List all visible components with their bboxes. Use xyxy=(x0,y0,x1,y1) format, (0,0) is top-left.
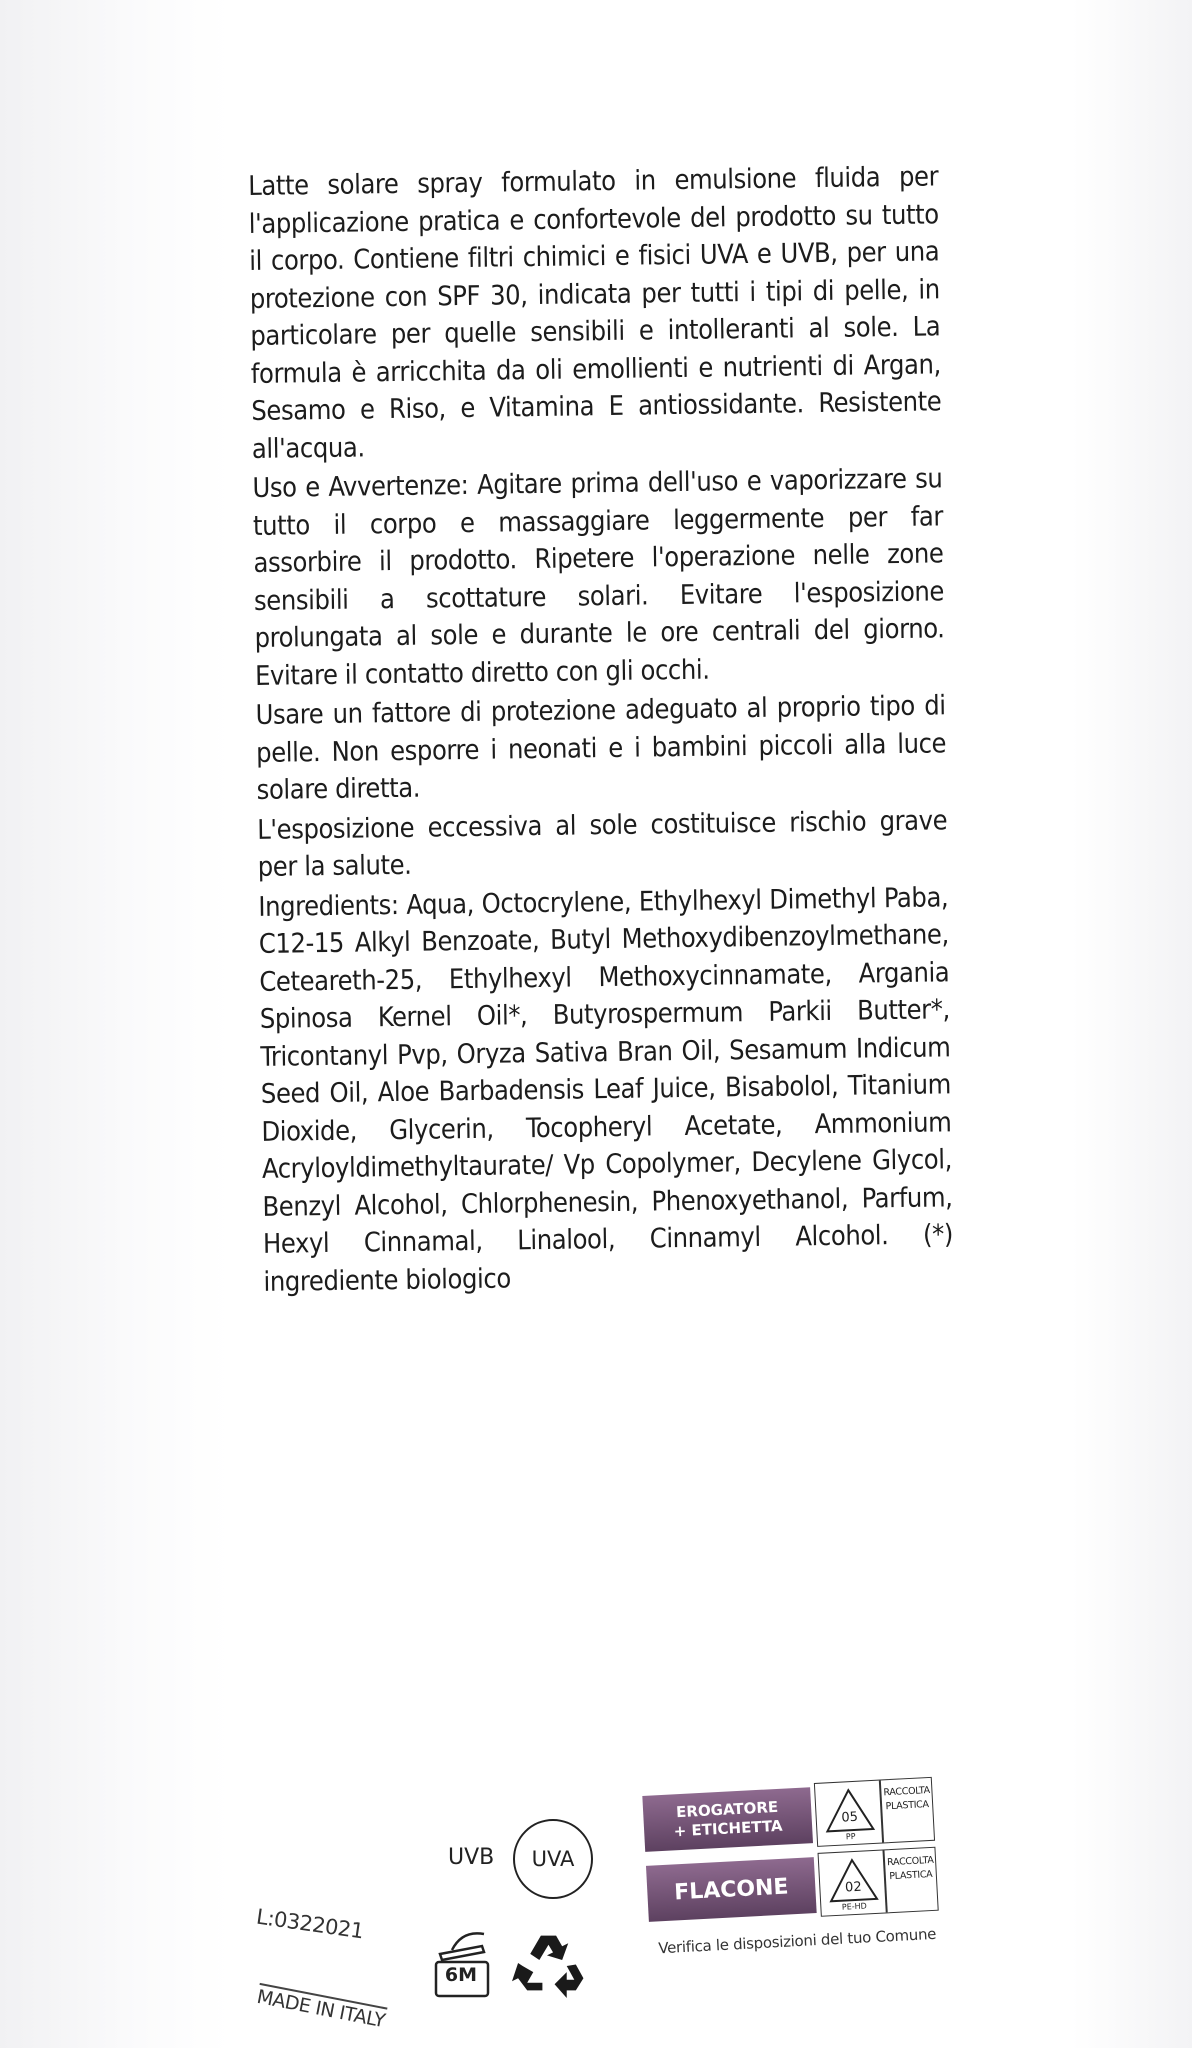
made-in-italy xyxy=(255,1986,387,2032)
recycling-row-erogatore xyxy=(642,1775,935,1854)
material-code: 05 xyxy=(841,1809,859,1826)
bottle-edge-shadow-left xyxy=(0,0,230,2048)
recycling-info-block xyxy=(642,1775,940,1960)
component-label-line2: + ETICHETTA xyxy=(673,1816,783,1841)
material-name: PE-HD xyxy=(841,1901,868,1912)
component-band xyxy=(646,1857,817,1922)
raccolta-line1: RACCOLTA xyxy=(886,1854,934,1869)
uvb-label: UVB xyxy=(448,1845,495,1870)
material-code: 02 xyxy=(844,1879,863,1896)
product-description: Latte solare spray formulato in emulsione fluida per l'applicazione pratica e confortevole del prodotto su tutto il corpo. Contiene filtri chimici e fisici UVA e UVB, per una protezione con SPF 30, indicata per tutti i tipi di pelle, in particolare per quelle sensibili e intolleranti al sole. La formula è arricchita da oli emollienti e nutrienti di Argan, Sesamo e Riso, e Vitamina E antiossidante. Resistente all'acqua. xyxy=(248,161,942,465)
pao-months: 6M xyxy=(444,1964,478,1986)
collection-label xyxy=(883,1784,930,1814)
raccolta-line1: RACCOLTA xyxy=(883,1784,931,1799)
recycle-icon xyxy=(512,1925,588,2001)
uva-label: UVA xyxy=(531,1847,575,1871)
component-label-line1: FLACONE xyxy=(673,1873,790,1905)
recycling-footer: Verifica le disposizioni del tuo Comune xyxy=(657,1924,937,1958)
material-box xyxy=(818,1847,939,1917)
label-text-block xyxy=(248,158,954,1301)
material-box xyxy=(814,1777,935,1847)
component-label-line1: EROGATORE xyxy=(675,1797,779,1822)
usage-warnings: Uso e Avvertenze: Agitare prima dell'uso e vaporizzare su tutto il corpo e massaggiare leggermente per far assorbire il prodotto. Ripetere l'operazione nelle zone sensibili a scottature solari. Evitare l'esposizione prolungata al sole e durante le ore centrali del giorno. Evitare il contatto diretto con gli occhi. xyxy=(252,463,945,692)
ingredients-list: Ingredients: Aqua, Octocrylene, Ethylhexyl Dimethyl Paba, C12-15 Alkyl Benzoate, Butyl Methoxydibenzoylmethane, Ceteareth-25, Ethylhexyl Methoxycinnamate, Argania Spinosa Kernel Oil*, Butyrospermum Parkii Butter*, Tricontanyl Pvp, Oryza Sativa Bran Oil, Sesamum Indicum Seed Oil, Aloe Barbadensis Leaf Juice, Bisabolol, Titanium Dioxide, Glycerin, Tocopheryl Acetate, Ammonium Acryloyldimethyltaurate/ Vp Copolymer, Decylene Glycol, Benzyl Alcohol, Chlorphenesin, Phenoxyethanol, Parfum, Hexyl Cinnamal, Linalool, Cinnamyl Alcohol. (*) ingrediente biologico xyxy=(258,881,954,1298)
component-band xyxy=(642,1787,813,1852)
uva-circle-icon xyxy=(513,1819,593,1899)
protection-advice: Usare un fattore di protezione adeguato al proprio tipo di pelle. Non esporre i neonati e i bambini piccoli alla luce solare diretta. xyxy=(255,690,947,806)
collection-label xyxy=(887,1854,934,1884)
made-in-text: MADE IN ITALY xyxy=(255,1983,387,2032)
sun-risk-warning: L'esposizione eccessiva al sole costituisce rischio grave per la salute. xyxy=(257,804,948,883)
raccolta-line2: PLASTICA xyxy=(889,1868,933,1883)
recycling-triangle-icon xyxy=(825,1855,882,1912)
lot-number: L:0322021 xyxy=(254,1904,365,1944)
bottle-edge-shadow-right xyxy=(1072,0,1192,2048)
material-name: PP xyxy=(845,1831,856,1842)
pao-jar-icon xyxy=(432,1920,502,2002)
raccolta-line2: PLASTICA xyxy=(885,1799,929,1813)
recycling-row-flacone xyxy=(646,1845,939,1924)
recycling-triangle-icon xyxy=(821,1785,878,1842)
